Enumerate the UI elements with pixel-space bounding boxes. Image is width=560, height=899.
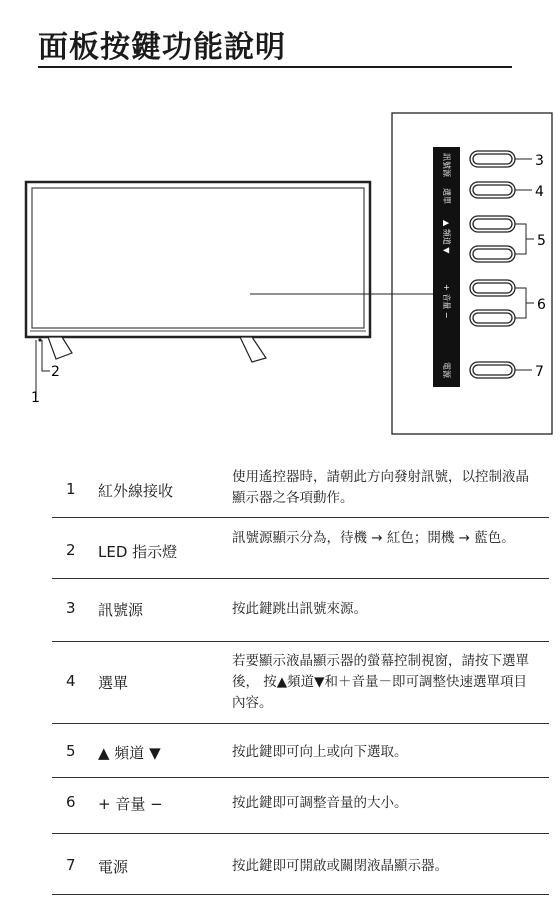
table-row — [52, 834, 549, 895]
row-number: 7 — [66, 856, 76, 874]
row-number: 5 — [66, 742, 76, 760]
table-row — [52, 518, 549, 579]
callout-5: 5 — [537, 233, 546, 249]
row-description: 按此鍵即可調整音量的大小。 — [232, 795, 408, 811]
row-description: 按此鍵即可向上或向下選取。 — [232, 744, 408, 760]
function-table — [52, 458, 549, 895]
tv-illustration — [26, 182, 370, 362]
panel-label-power: 電源 — [442, 362, 451, 378]
callout-4: 4 — [535, 184, 544, 200]
row-number: 1 — [66, 480, 76, 498]
row-name: 紅外線接收 — [98, 482, 174, 500]
row-name: ▲ 頻道 ▼ — [98, 744, 161, 762]
row-number: 4 — [66, 672, 76, 690]
callout-7: 7 — [535, 364, 544, 380]
callout-6: 6 — [537, 297, 546, 313]
table-row — [52, 458, 549, 518]
panel-label-source: 訊號源 — [442, 153, 451, 177]
table-row — [52, 778, 549, 834]
panel-label-menu: 選單 — [442, 188, 451, 204]
row-name: 選單 — [98, 674, 129, 692]
tv-panel-diagram — [0, 100, 560, 440]
title-divider — [38, 66, 512, 68]
row-name: 訊號源 — [98, 601, 144, 619]
callout-2: 2 — [51, 364, 60, 380]
panel-label-channel: ▲ 頻道 ▼ — [442, 220, 451, 254]
row-description: 按此鍵即可開啟或關閉液晶顯示器。 — [232, 858, 448, 874]
row-name: 電源 — [98, 858, 129, 876]
row-description: 使用遙控器時，請朝此方向發射訊號，以控制液晶顯示器之各項動作。 — [232, 469, 529, 506]
row-description: 訊號源顯示分為，待機 → 紅色；開機 → 藍色。 — [232, 530, 515, 546]
row-number: 3 — [66, 599, 76, 617]
callout-1: 1 — [31, 390, 40, 406]
row-description: 若要顯示液晶顯示器的螢幕控制視窗，請按下選單後， 按▲頻道▼和＋音量－即可調整快速選單項目內容。 — [232, 653, 529, 711]
panel-strip — [433, 147, 460, 387]
table-row — [52, 642, 549, 724]
table-row — [52, 724, 549, 778]
row-number: 6 — [66, 793, 76, 811]
page-title: 面板按鍵功能說明 — [38, 30, 286, 65]
row-name: + 音量 − — [98, 795, 163, 813]
callout-3: 3 — [535, 153, 544, 169]
row-description: 按此鍵跳出訊號來源。 — [232, 601, 367, 617]
panel-label-volume: + 音量 − — [442, 284, 451, 319]
table-row — [52, 579, 549, 642]
row-number: 2 — [66, 541, 76, 559]
row-name: LED 指示燈 — [98, 543, 178, 561]
